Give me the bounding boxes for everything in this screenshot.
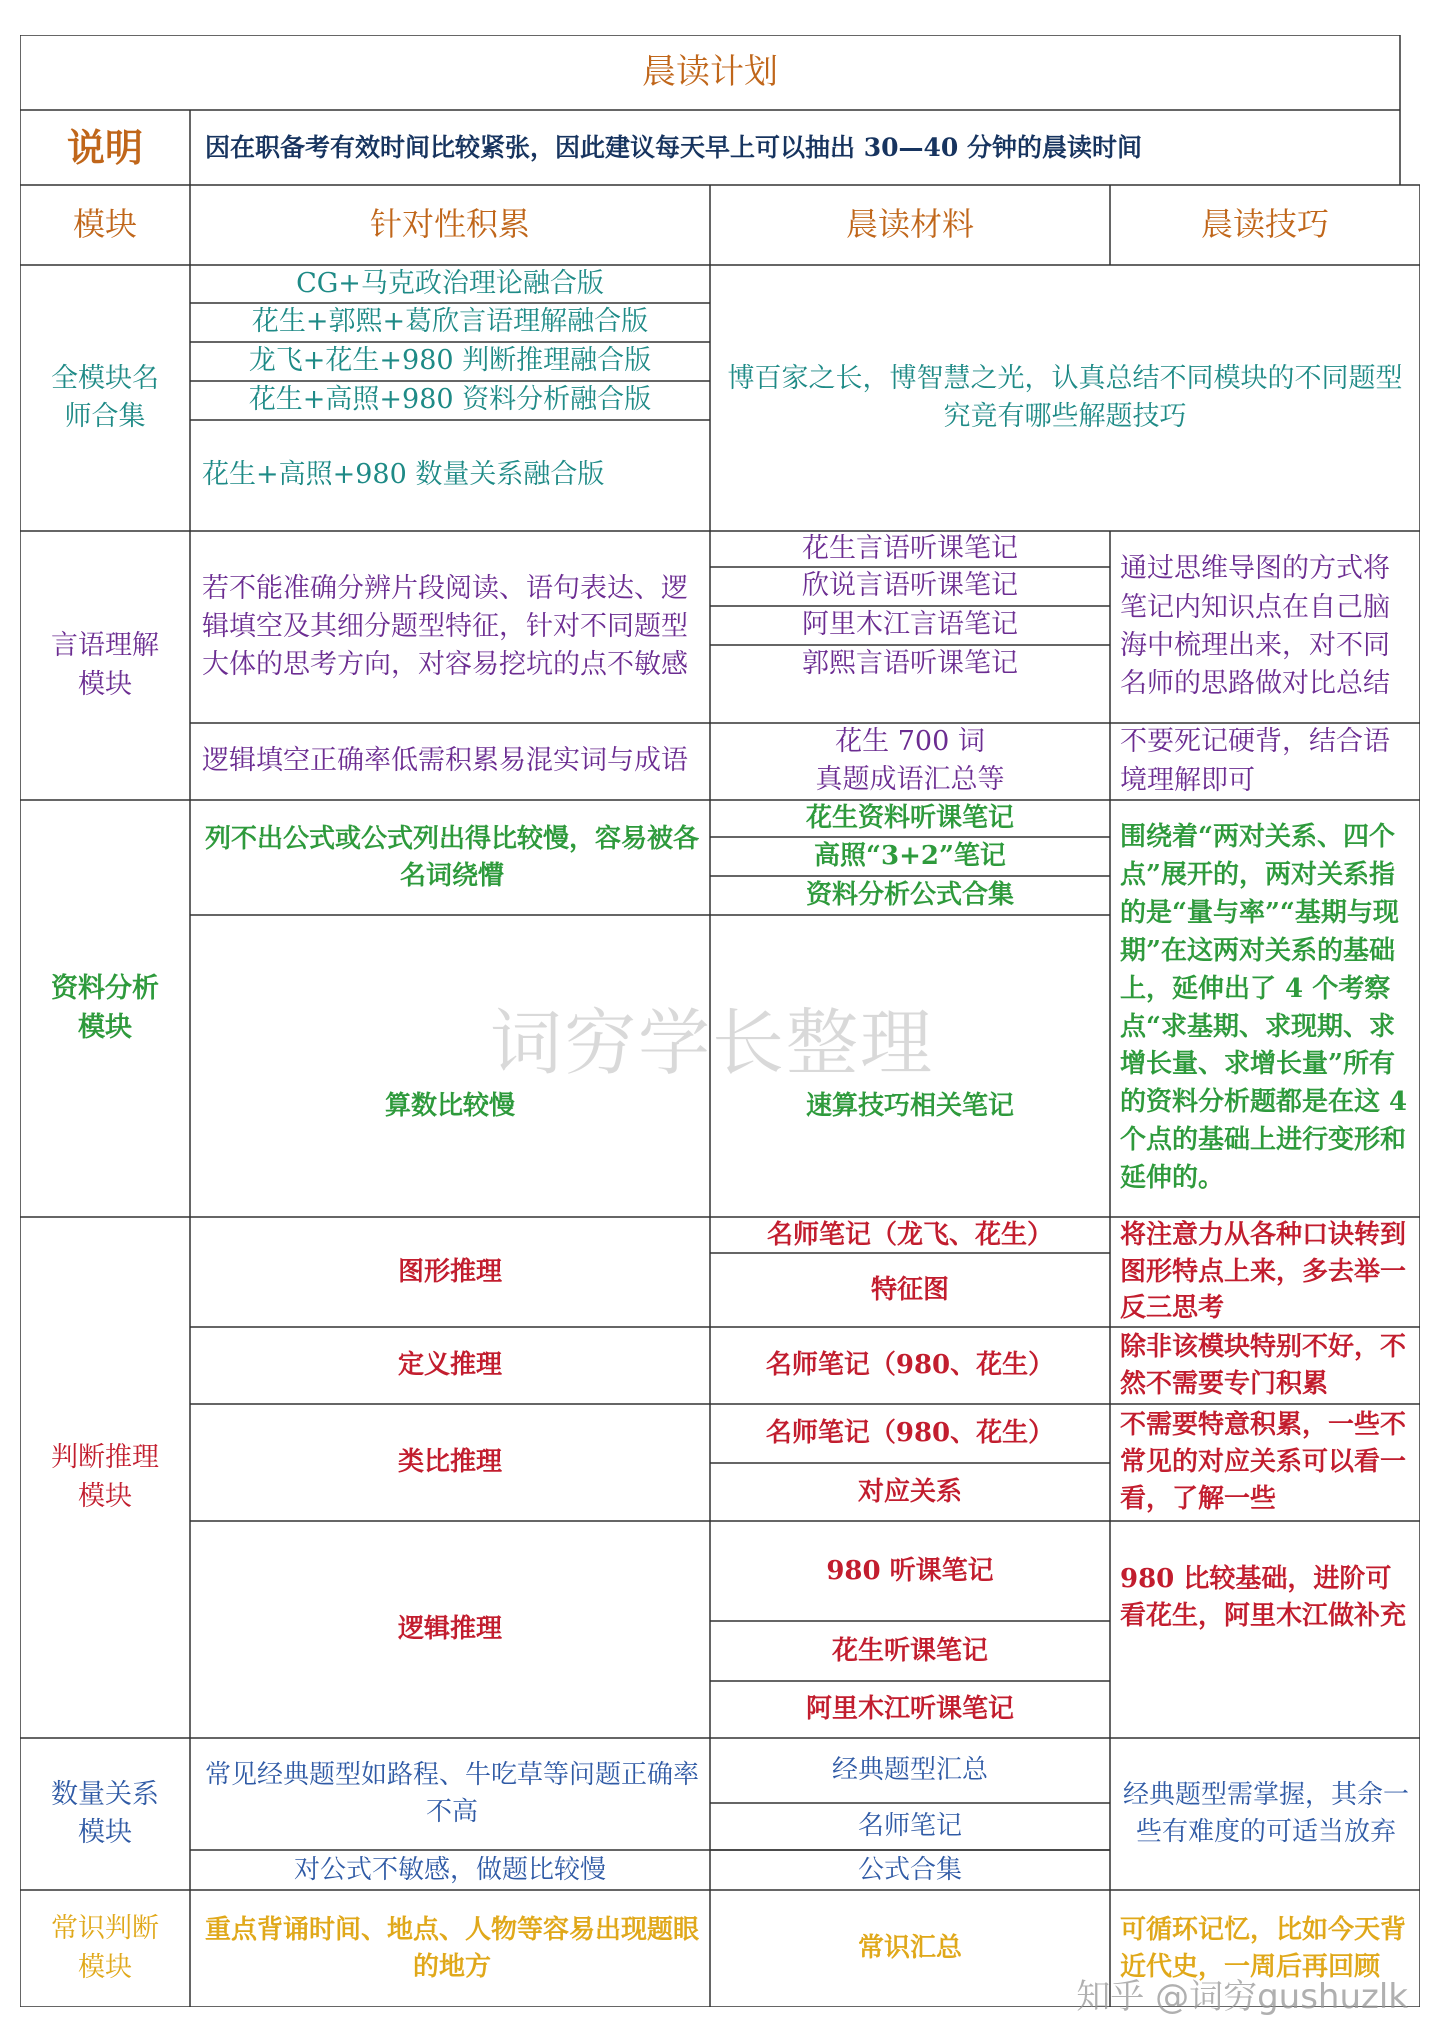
logic-tip-3: 不需要特意积累，一些不常见的对应关系可以看一看，了解一些	[1120, 1410, 1407, 1514]
all-item-3: 龙飞+花生+980 判断推理融合版	[248, 345, 652, 377]
header-focus: 针对性积累	[369, 205, 530, 244]
all-tip: 博百家之长，博智慧之光，认真总结不同模块的不同题型究竟有哪些解题技巧	[727, 362, 1403, 432]
verbal-material-5: 花生 700 词	[835, 725, 985, 757]
verbal-material-6: 真题成语汇总等	[815, 764, 1005, 796]
data-focus-2: 算数比较慢	[384, 1090, 515, 1121]
common-material: 常识汇总	[857, 1933, 962, 1964]
header-tips: 晨读技巧	[1200, 205, 1329, 244]
logic-material-3: 名师笔记（980、花生）	[765, 1350, 1055, 1381]
data-material-4: 速算技巧相关笔记	[805, 1090, 1014, 1121]
quant-focus-1: 常见经典题型如路程、牛吃草等问题正确率不高	[204, 1760, 699, 1827]
logic-focus-3: 类比推理	[397, 1447, 502, 1478]
quant-material-2: 名师笔记	[857, 1811, 962, 1842]
page-title: 晨读计划	[642, 52, 778, 93]
logic-tip-2: 除非该模块特别不好，不然不需要专门积累	[1120, 1331, 1407, 1399]
common-focus: 重点背诵时间、地点、人物等容易出现题眼的地方	[204, 1914, 699, 1982]
section-quant-name: 数量关系模块	[51, 1778, 159, 1848]
section-common-name: 常识判断模块	[51, 1913, 159, 1983]
logic-material-2: 特征图	[870, 1274, 949, 1305]
zhihu-credit: 知乎 @词穷gushuzlk	[1076, 1977, 1408, 2017]
verbal-tip-2: 不要死记硬背，结合语境理解即可	[1120, 726, 1390, 796]
verbal-material-4: 郭熙言语听课笔记	[802, 648, 1018, 680]
all-item-2: 花生+郭熙+葛欣言语理解融合版	[251, 306, 649, 338]
verbal-tip-1: 通过思维导图的方式将笔记内知识点在自己脑海中梳理出来，对不同名师的思路做对比总结	[1120, 553, 1390, 700]
verbal-material-3: 阿里木江言语笔记	[802, 609, 1018, 641]
all-item-5: 花生+高照+980 数量关系融合版	[202, 459, 605, 491]
logic-focus-4: 逻辑推理	[397, 1614, 502, 1645]
verbal-material-1: 花生言语听课笔记	[802, 532, 1018, 564]
verbal-material-2: 欣说言语听课笔记	[802, 570, 1018, 602]
data-focus-1: 列不出公式或公式列出得比较慢，容易被各名词绕懵	[204, 823, 699, 891]
header-module: 模块	[72, 205, 137, 244]
quant-focus-2: 对公式不敏感，做题比较慢	[293, 1854, 606, 1885]
data-material-1: 花生资料听课笔记	[805, 803, 1014, 834]
all-item-4: 花生+高照+980 资料分析融合版	[248, 384, 652, 416]
logic-focus-2: 定义推理	[397, 1350, 502, 1381]
section-logic-name: 判断推理模块	[51, 1442, 159, 1512]
quant-material-1: 经典题型汇总	[831, 1755, 988, 1786]
logic-material-6: 980 听课笔记	[826, 1555, 994, 1586]
common-tip: 可循环记忆，比如今天背近代史，一周后再回顾	[1120, 1914, 1407, 1982]
logic-material-8: 阿里木江听课笔记	[805, 1694, 1014, 1725]
section-verbal-name: 言语理解模块	[51, 630, 159, 700]
watermark-text: 词穷学长整理	[490, 1001, 935, 1085]
verbal-focus-1: 若不能准确分辨片段阅读、语句表达、逻辑填空及其细分题型特征，针对不同题型大体的思考方向，对容易挖坑的点不敏感	[202, 572, 688, 681]
intro-text: 因在职备考有效时间比较紧张，因此建议每天早上可以抽出 30—40 分钟的晨读时间	[205, 132, 1142, 162]
logic-focus-1: 图形推理	[397, 1256, 502, 1287]
logic-material-5: 对应关系	[857, 1476, 962, 1507]
data-material-2: 高照“3+2”笔记	[814, 841, 1006, 872]
data-material-3: 资料分析公式合集	[805, 880, 1014, 911]
all-item-1: CG+马克政治理论融合版	[296, 267, 604, 299]
intro-label: 说明	[66, 124, 143, 170]
logic-tip-1: 将注意力从各种口诀转到图形特点上来，多去举一反三思考	[1120, 1219, 1407, 1324]
logic-material-1: 名师笔记（龙飞、花生）	[766, 1219, 1053, 1250]
verbal-focus-2: 逻辑填空正确率低需积累易混实词与成语	[202, 745, 688, 777]
header-materials: 晨读材料	[845, 205, 974, 244]
data-tip: 围绕着“两对关系、四个点”展开的，两对关系指的是“量与率”“基期与现期”在这两对关系的基础上，延伸出了 4 个考察点“求基期、求现期、求增长量、求增长量”所有的资料分析题都是在这 4 个点的基础上进行变形和延伸的。	[1120, 821, 1408, 1194]
logic-tip-4: 980 比较基础，进阶可看花生，阿里木江做补充	[1120, 1564, 1407, 1631]
logic-material-4: 名师笔记（980、花生）	[765, 1418, 1055, 1449]
section-all-name: 全模块名师合集	[51, 362, 159, 432]
section-data-name: 资料分析模块	[51, 973, 159, 1043]
quant-tip: 经典题型需掌握，其余一些有难度的可适当放弃	[1122, 1780, 1409, 1847]
logic-material-7: 花生听课笔记	[831, 1635, 988, 1666]
quant-material-3: 公式合集	[857, 1854, 962, 1885]
